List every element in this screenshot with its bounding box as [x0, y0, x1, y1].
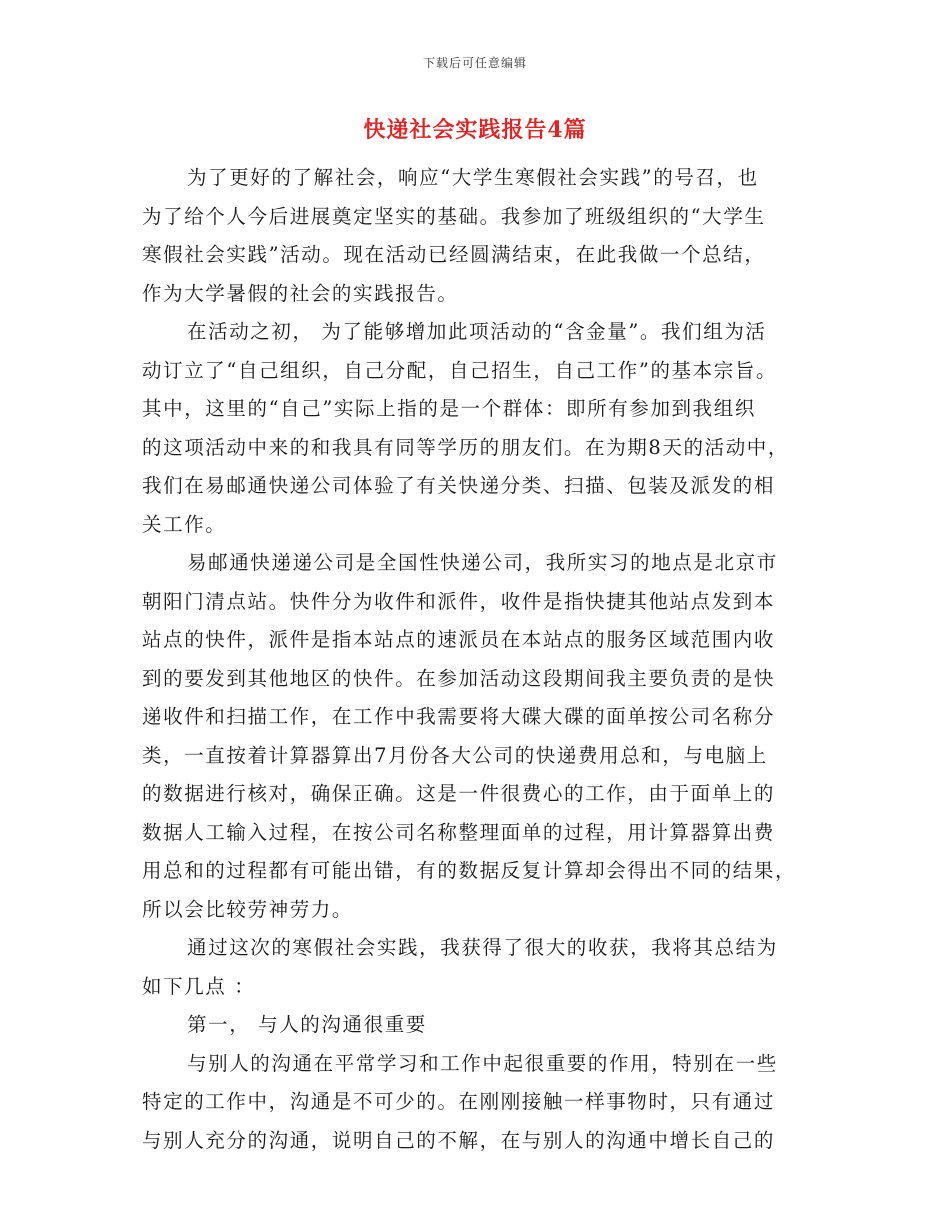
text-line: 朝阳门清点站。快件分为收件和派件，收件是指快捷其他站点发到本 — [142, 589, 776, 613]
document-body — [142, 159, 804, 1160]
text-line: 站点的快件，派件是指本站点的速派员在本站点的服务区域范围内收 — [142, 628, 776, 651]
text-line: 寒假社会实践”活动。现在活动已经圆满结束，在此我做一个总结， — [142, 243, 766, 266]
text-line: 易邮通快递递公司是全国性快递公司，我所实习的地点是北京市 — [187, 551, 778, 574]
text-line: 为了更好的了解社会，响应“大学生寒假社会实践”的号召，也 — [187, 166, 759, 189]
text-line: 动订立了“自己组织，自己分配，自己招生，自己工作”的基本宗旨。 — [142, 358, 778, 382]
text-line: 数据人工输入过程，在按公司名称整理面单的过程，用计算器算出费 — [142, 820, 776, 844]
text-line: 用总和的过程都有可能出错，有的数据反复计算却会得出不同的结果， — [142, 859, 797, 882]
text-line: 为了给个人今后进展奠定坚实的基础。我参加了班级组织的“大学生 — [142, 204, 766, 228]
text-line: 其中，这里的“自己”实际上指的是一个群体：即所有参加到我组织 — [142, 397, 756, 420]
text-line: 的数据进行核对，确保正确。这是一件很费心的工作，由于面单上的 — [142, 782, 776, 805]
text-line: 与别人的沟通在平常学习和工作中起很重要的作用，特别在一些 — [187, 1051, 778, 1075]
document-title: 快递社会实践报告4篇 — [363, 117, 587, 143]
text-line: 所以会比较劳神劳力。 — [142, 897, 354, 921]
text-line: 在活动之初， 为了能够增加此项活动的“含金量”。我们组为活 — [187, 320, 767, 343]
text-line: 与别人充分的沟通，说明自己的不解，在与别人的沟通中增长自己的 — [142, 1128, 776, 1152]
text-line: 类，一直按着计算器算出7月份各大公司的快递费用总和，与电脑上 — [142, 743, 768, 767]
page-header-note: 下载后可任意编辑 — [422, 56, 527, 70]
text-line: 到的要发到其他地区的快件。在参加活动这段期间我主要负责的是快 — [142, 666, 776, 690]
text-line: 通过这次的寒假社会实践，我获得了很大的收获，我将其总结为 — [187, 936, 778, 959]
text-line: 我们在易邮通快递公司体验了有关快递分类、扫描、包装及派发的相 — [142, 474, 776, 497]
text-line: 如下几点 ： — [142, 974, 256, 998]
text-line: 的这项活动中来的和我具有同等学历的朋友们。在为期8天的活动中， — [142, 435, 790, 459]
section-heading: 第一， 与人的沟通很重要 — [187, 1013, 427, 1036]
text-line: 特定的工作中，沟通是不可少的。在刚刚接触一样事物时，只有通过 — [142, 1090, 776, 1113]
text-line: 递收件和扫描工作，在工作中我需要将大碟大碟的面单按公司名称分 — [142, 705, 776, 728]
text-line: 关工作。 — [142, 512, 227, 536]
text-line: 作为大学暑假的社会的实践报告。 — [142, 281, 459, 305]
